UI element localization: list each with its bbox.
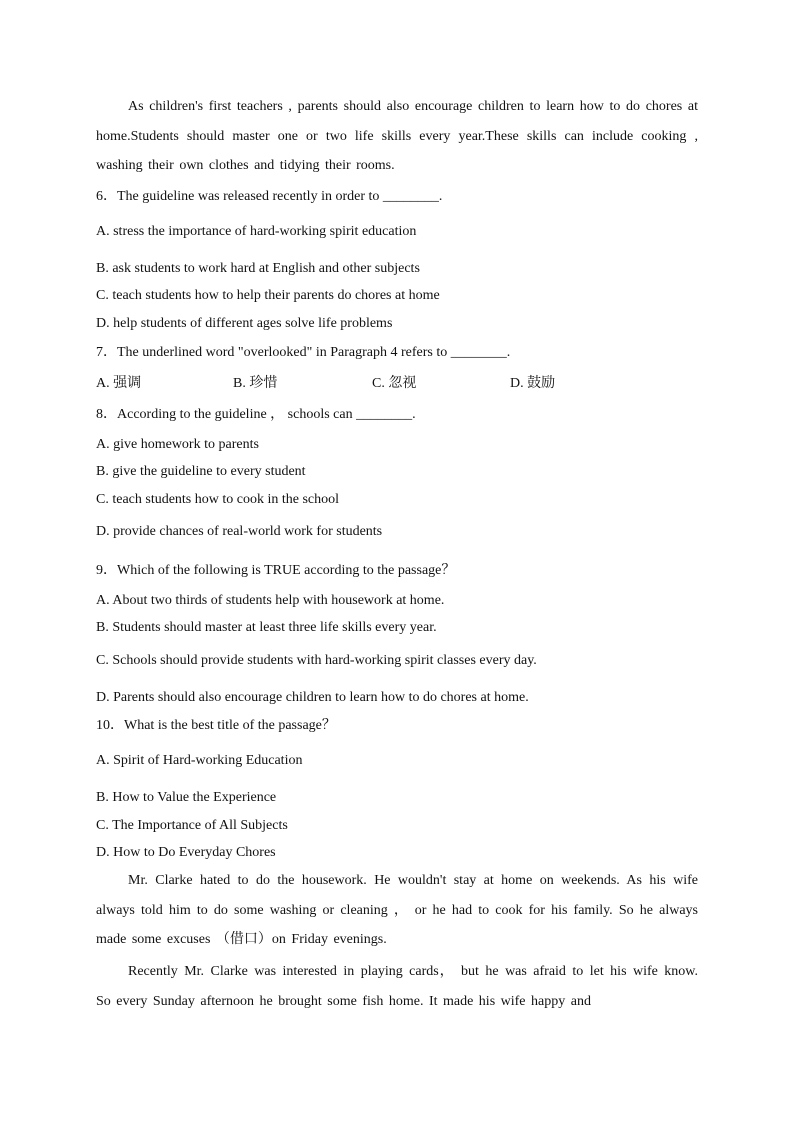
question-7-option-a: A. 强调 — [96, 376, 142, 391]
question-9-option-c: C. Schools should provide students with hard-working spirit classes every day. — [96, 653, 537, 668]
question-9-option-a: A. About two thirds of students help with housework at home. — [96, 593, 445, 608]
question-8-option-d: D. provide chances of real-world work for students — [96, 524, 383, 539]
question-9-stem: 9．Which of the following is TRUE according to the passage？ — [96, 563, 456, 578]
question-7-option-d: D. 鼓励 — [510, 376, 556, 391]
story-paragraph-1: Mr. Clarke hated to do the housework. He wouldn't stay at home on weekends. As his wife always told him to do some washing or cleaning ， or he had to cook for his family. So he always made some excuses （借口）on Friday evenings. — [96, 873, 698, 947]
question-8-option-c: C. teach students how to cook in the school — [96, 492, 340, 507]
passage-paragraph: As children's first teachers , parents should also encourage children to learn how to do chores at home.Students should master one or two life skills every year.These skills can include cooking , washing their own clothes and tidying their rooms. — [96, 99, 698, 173]
story-paragraph-2: Recently Mr. Clarke was interested in playing cards， but he was afraid to let his wife know. So every Sunday afternoon he brought some fish home. It made his wife happy and — [96, 964, 698, 1009]
question-10-option-c: C. The Importance of All Subjects — [96, 818, 288, 833]
question-6-option-c: C. teach students how to help their parents do chores at home — [96, 288, 440, 303]
question-6-option-a: A. stress the importance of hard-working spirit education — [96, 224, 417, 239]
question-10-option-d: D. How to Do Everyday Chores — [96, 845, 276, 860]
question-6-stem: 6．The guideline was released recently in order to ________. — [96, 189, 443, 204]
question-10-stem: 10．What is the best title of the passage？ — [96, 718, 336, 733]
question-8-option-b: B. give the guideline to every student — [96, 464, 306, 479]
question-9-option-d: D. Parents should also encourage children to learn how to do chores at home. — [96, 690, 529, 705]
question-7-option-b: B. 珍惜 — [233, 376, 278, 391]
question-7-stem: 7．The underlined word "overlooked" in Paragraph 4 refers to ________. — [96, 345, 511, 360]
question-8-stem: 8．According to the guideline ， schools can ________. — [96, 407, 416, 422]
question-10-option-b: B. How to Value the Experience — [96, 790, 277, 805]
question-9-option-b: B. Students should master at least three life skills every year. — [96, 620, 437, 635]
question-7-options — [96, 374, 696, 394]
question-8-option-a: A. give homework to parents — [96, 437, 259, 452]
question-6-option-b: B. ask students to work hard at English and other subjects — [96, 261, 420, 276]
question-10-option-a: A. Spirit of Hard-working Education — [96, 753, 303, 768]
question-7-option-c: C. 忽视 — [372, 376, 417, 391]
question-6-option-d: D. help students of different ages solve life problems — [96, 316, 393, 331]
